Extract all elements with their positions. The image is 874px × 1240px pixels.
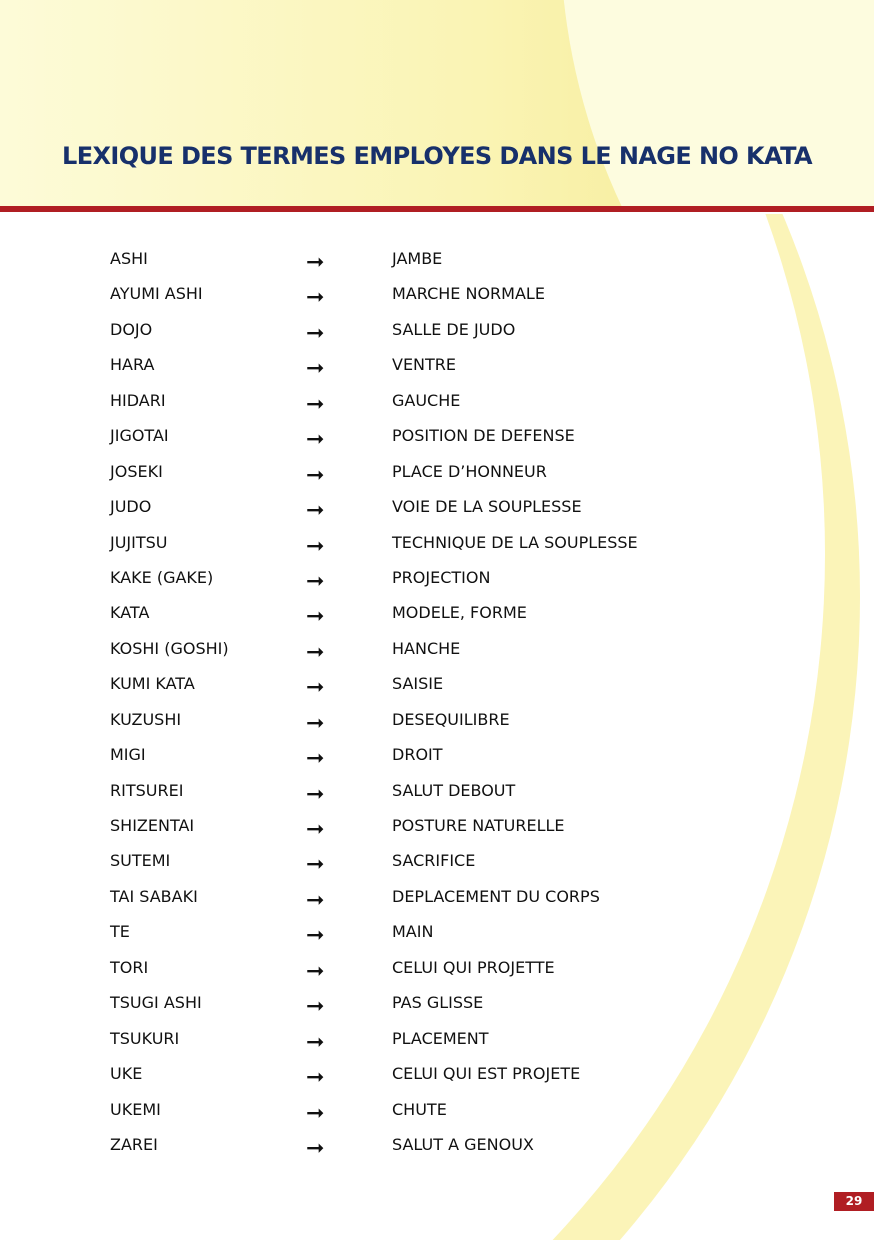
glossary-row: [0, 418, 874, 453]
arrow-right-icon: ➞: [306, 817, 325, 842]
glossary-row: [0, 312, 874, 347]
glossary-row: [0, 383, 874, 418]
glossary-term: KOSHI (GOSHI): [110, 638, 229, 658]
glossary-term: AYUMI ASHI: [110, 284, 203, 304]
glossary-definition: POSITION DE DEFENSE: [392, 426, 575, 446]
glossary-definition: PLACE D’HONNEUR: [392, 461, 547, 481]
arrow-right-icon: ➞: [306, 250, 325, 275]
glossary-definition: JAMBE: [392, 249, 443, 268]
glossary-definition: MODELE, FORME: [392, 603, 527, 623]
arrow-right-icon: ➞: [306, 1100, 325, 1126]
glossary-definition: SALLE DE JUDO: [392, 319, 516, 339]
glossary-row: [0, 241, 874, 276]
glossary-term: TSUGI ASHI: [110, 993, 202, 1013]
page-number: 29: [834, 1192, 874, 1211]
glossary-term: SUTEMI: [110, 851, 171, 871]
arrow-right-icon: ➞: [306, 1135, 325, 1161]
glossary-term: HARA: [110, 355, 155, 375]
glossary-row: [0, 489, 874, 524]
glossary-row: [0, 595, 874, 630]
glossary-row: [0, 525, 874, 560]
glossary-definition: CELUI QUI EST PROJETE: [392, 1064, 581, 1084]
glossary-definition: HANCHE: [392, 638, 461, 658]
arrow-right-icon: ➞: [306, 427, 325, 453]
glossary-term: JIGOTAI: [110, 426, 169, 446]
glossary-term: UKEMI: [110, 1099, 161, 1119]
glossary-definition: MAIN: [392, 922, 434, 942]
glossary-row: [0, 1127, 874, 1162]
glossary-term: JUDO: [110, 497, 152, 517]
glossary-term: HIDARI: [110, 390, 166, 410]
glossary-definition: SALUT DEBOUT: [392, 780, 516, 800]
glossary-term: KAKE (GAKE): [110, 567, 214, 587]
glossary-definition: PROJECTION: [392, 567, 491, 587]
glossary-term: ASHI: [110, 249, 148, 268]
glossary-row: [0, 1021, 874, 1056]
glossary-row: [0, 773, 874, 808]
arrow-right-icon: ➞: [306, 391, 325, 417]
glossary-term: KUZUSHI: [110, 709, 182, 729]
header-divider-rule: [0, 206, 874, 212]
glossary-term: MIGI: [110, 745, 146, 765]
glossary-definition: CELUI QUI PROJETTE: [392, 957, 555, 977]
header-light-shape: [560, 0, 874, 208]
glossary-definition: MARCHE NORMALE: [392, 284, 545, 304]
arrow-right-icon: ➞: [306, 852, 325, 878]
glossary-definition: CHUTE: [392, 1099, 447, 1119]
glossary-row: [0, 666, 874, 701]
arrow-right-icon: ➞: [306, 462, 325, 488]
glossary-row: [0, 737, 874, 772]
glossary-row: [0, 702, 874, 737]
glossary-row: [0, 347, 874, 382]
arrow-right-icon: ➞: [306, 533, 325, 559]
arrow-right-icon: ➞: [306, 1029, 325, 1055]
glossary-row: [0, 808, 874, 843]
glossary-definition: GAUCHE: [392, 390, 461, 410]
glossary-row: [0, 914, 874, 949]
glossary-definition: SALUT A GENOUX: [392, 1134, 534, 1154]
glossary-term: TAI SABAKI: [110, 886, 198, 906]
arrow-right-icon: ➞: [306, 604, 325, 630]
arrow-right-icon: ➞: [306, 568, 325, 594]
arrow-right-icon: ➞: [306, 498, 325, 524]
arrow-right-icon: ➞: [306, 710, 325, 736]
glossary-definition: PAS GLISSE: [392, 993, 484, 1013]
glossary-term: JOSEKI: [110, 461, 163, 481]
glossary-term: SHIZENTAI: [110, 816, 195, 835]
glossary-term: ZAREI: [110, 1134, 158, 1154]
glossary-definition: POSTURE NATURELLE: [392, 816, 565, 835]
arrow-right-icon: ➞: [306, 320, 325, 346]
glossary-term: TE: [110, 922, 130, 942]
glossary-term: JUJITSU: [110, 532, 168, 552]
glossary-row: [0, 843, 874, 878]
glossary-definition: DESEQUILIBRE: [392, 709, 510, 729]
glossary-row: [0, 1056, 874, 1091]
arrow-right-icon: ➞: [306, 675, 325, 701]
arrow-right-icon: ➞: [306, 887, 325, 913]
glossary-term: RITSUREI: [110, 780, 184, 800]
glossary-row: [0, 560, 874, 595]
page-title: LEXIQUE DES TERMES EMPLOYES DANS LE NAGE NO KATA: [62, 142, 812, 170]
glossary-row: [0, 950, 874, 985]
glossary-definition: DEPLACEMENT DU CORPS: [392, 886, 600, 906]
glossary-row: [0, 1092, 874, 1127]
arrow-right-icon: ➞: [306, 781, 325, 807]
arrow-right-icon: ➞: [306, 356, 325, 382]
glossary-list: [0, 241, 874, 1162]
glossary-row: [0, 631, 874, 666]
arrow-right-icon: ➞: [306, 923, 325, 949]
glossary-term: KATA: [110, 603, 150, 623]
glossary-term: TSUKURI: [110, 1028, 180, 1048]
glossary-definition: SAISIE: [392, 674, 444, 694]
header-band: [0, 0, 874, 208]
glossary-term: UKE: [110, 1064, 143, 1084]
glossary-row: [0, 454, 874, 489]
glossary-term: TORI: [110, 957, 149, 977]
arrow-right-icon: ➞: [306, 1065, 325, 1091]
arrow-right-icon: ➞: [306, 746, 325, 772]
glossary-definition: SACRIFICE: [392, 851, 476, 871]
arrow-right-icon: ➞: [306, 639, 325, 665]
glossary-definition: VOIE DE LA SOUPLESSE: [392, 497, 582, 517]
glossary-term: DOJO: [110, 319, 153, 339]
arrow-right-icon: ➞: [306, 285, 325, 311]
arrow-right-icon: ➞: [306, 958, 325, 984]
glossary-row: [0, 985, 874, 1020]
glossary-term: KUMI KATA: [110, 674, 195, 694]
glossary-row: [0, 879, 874, 914]
glossary-definition: TECHNIQUE DE LA SOUPLESSE: [392, 532, 638, 552]
glossary-definition: VENTRE: [392, 355, 457, 375]
arrow-right-icon: ➞: [306, 994, 325, 1020]
glossary-row: [0, 276, 874, 311]
glossary-definition: DROIT: [392, 745, 443, 765]
glossary-definition: PLACEMENT: [392, 1028, 489, 1048]
